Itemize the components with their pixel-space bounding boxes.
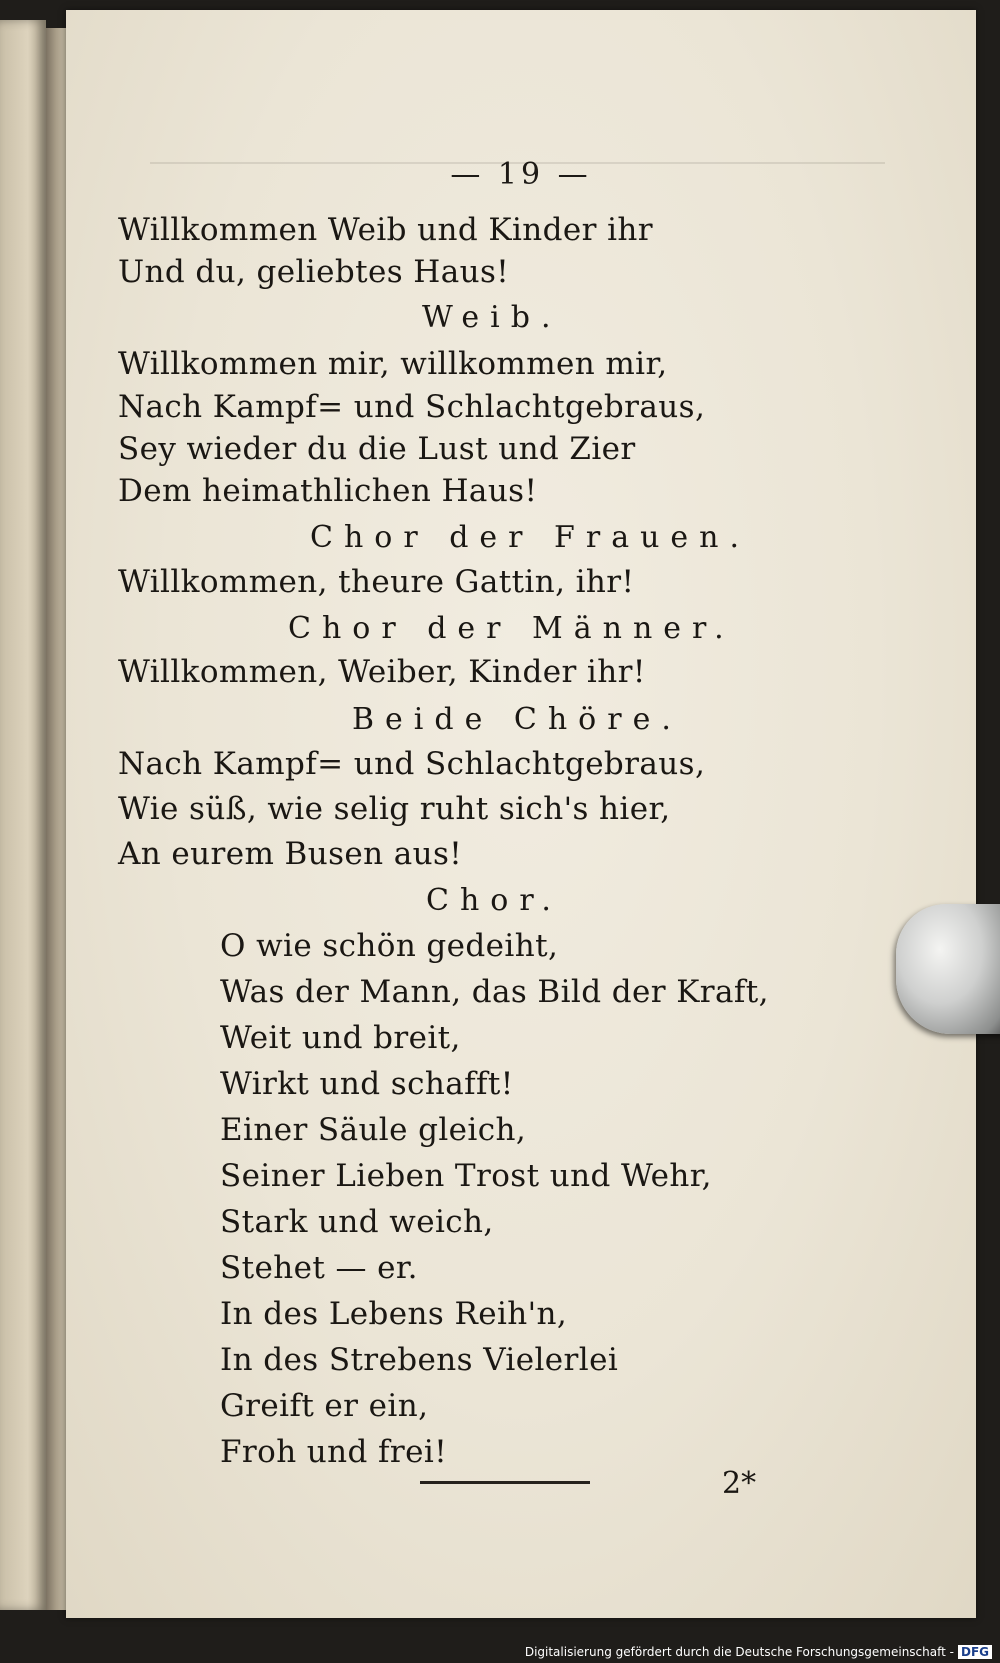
footer-rule xyxy=(420,1481,590,1484)
speaker-heading: Beide Chöre. xyxy=(352,702,682,737)
page-number: — 19 — xyxy=(450,157,592,192)
verse-line: O wie schön gedeiht, xyxy=(220,928,559,964)
credit-text: Digitalisierung gefördert durch die Deutsche Forschungsgemeinschaft - xyxy=(524,1645,954,1659)
signature-mark: 2* xyxy=(722,1466,757,1501)
verse-line: Seiner Lieben Trost und Wehr, xyxy=(220,1158,712,1194)
verse-line: Stark und weich, xyxy=(220,1204,494,1240)
verse-line: Einer Säule gleich, xyxy=(220,1112,527,1148)
speaker-heading: Chor. xyxy=(426,883,562,918)
verse-line: Wie süß, wie selig ruht sich's hier, xyxy=(118,791,671,827)
facing-page-edge xyxy=(0,20,46,1610)
verse-line: Nach Kampf= und Schlachtgebraus, xyxy=(118,746,706,782)
verse-line: An eurem Busen aus! xyxy=(118,836,463,872)
verse-line: Weit und breit, xyxy=(220,1020,461,1056)
verse-line: Und du, geliebtes Haus! xyxy=(118,254,510,290)
verse-line: Dem heimathlichen Haus! xyxy=(118,473,538,509)
verse-line: Willkommen, theure Gattin, ihr! xyxy=(118,564,635,600)
verse-line: Nach Kampf= und Schlachtgebraus, xyxy=(118,389,706,425)
verse-line: Was der Mann, das Bild der Kraft, xyxy=(220,974,769,1010)
speaker-heading: Chor der Frauen. xyxy=(310,520,751,555)
verse-line: Willkommen mir, willkommen mir, xyxy=(118,346,668,382)
digitization-credit xyxy=(525,1645,992,1659)
verse-line: Greift er ein, xyxy=(220,1388,429,1424)
page-clip xyxy=(896,904,1000,1034)
verse-line: Wirkt und schafft! xyxy=(220,1066,514,1102)
verse-line: Froh und frei! xyxy=(220,1434,448,1470)
verse-line: Sey wieder du die Lust und Zier xyxy=(118,431,636,467)
book-gutter xyxy=(46,28,68,1610)
speaker-heading: Chor der Männer. xyxy=(288,611,735,646)
verse-line: In des Lebens Reih'n, xyxy=(220,1296,568,1332)
verse-line: Stehet — er. xyxy=(220,1250,418,1286)
speaker-heading: Weib. xyxy=(422,300,562,335)
verse-line: Willkommen Weib und Kinder ihr xyxy=(118,212,653,248)
verse-line: In des Strebens Vielerlei xyxy=(220,1342,619,1378)
dfg-logo: DFG xyxy=(958,1645,992,1659)
verse-line: Willkommen, Weiber, Kinder ihr! xyxy=(118,654,646,690)
